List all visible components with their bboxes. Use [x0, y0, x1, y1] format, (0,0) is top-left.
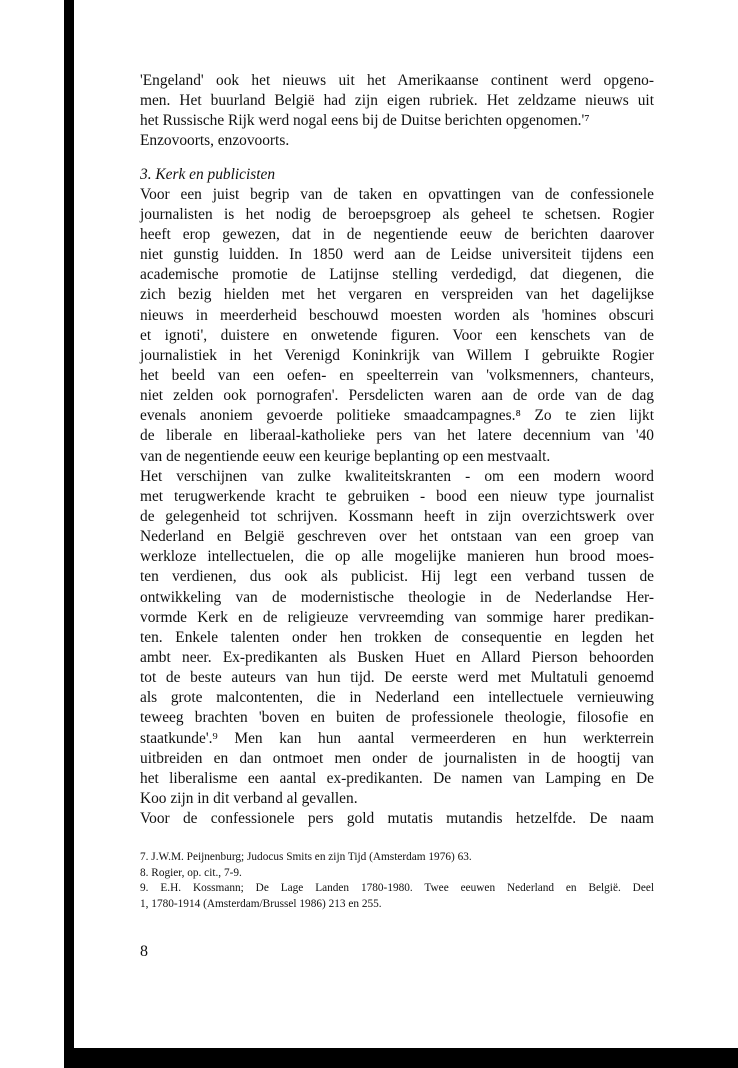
footnote-9: 9. E.H. Kossmann; De Lage Landen 1780-1980. Twee eeuwen Nederland en België. Deel	[140, 882, 654, 894]
text-line: Het verschijnen van zulke kwaliteitskranten - om een modern woord	[140, 467, 654, 485]
text-line: ten. Enkele talenten onder hen trokken de consequentie en legden het	[140, 628, 654, 646]
text-line: ambt neer. Ex-predikanten als Busken Huet en Allard Pierson behoorden	[140, 648, 654, 666]
text-line: tot de beste auteurs van hun tijd. De eerste werd met Multatuli genoemd	[140, 669, 654, 687]
text-line: nieuws in meerderheid beschouwd moesten worden als 'homines obscuri	[140, 306, 654, 324]
text-line: de liberale en liberaal-katholieke pers van het latere decennium van '40	[140, 427, 654, 445]
scan-left-border	[64, 0, 74, 1068]
paragraph-2	[140, 467, 654, 809]
text-line: niet zelden ook pornografen'. Persdelicten waren aan de orde van de dag	[140, 387, 654, 405]
text-line: vormde Kerk en de religieuze vervreemding van sommige harer predikan-	[140, 608, 654, 626]
text-line: het Russische Rijk werd nogal eens bij de Duitse berichten opgenomen.'⁷	[140, 112, 590, 130]
text-line: uitbreiden en dan ontmoet men onder de journalisten in de hoogtij van	[140, 749, 654, 767]
text-line: men. Het buurland België had zijn eigen rubriek. Het zeldzame nieuws uit	[140, 92, 654, 110]
text-line: het liberalisme een aantal ex-predikanten. De namen van Lamping en De	[140, 769, 654, 787]
page-number: 8	[140, 943, 148, 960]
intro-paragraph	[140, 71, 654, 152]
text-line: staatkunde'.⁹ Men kan hun aantal vermeerderen en hun werkterrein	[140, 729, 654, 747]
footnote-7: 7. J.W.M. Peijnenburg; Judocus Smits en zijn Tijd (Amsterdam 1976) 63.	[140, 851, 472, 863]
text-line: van de negentiende eeuw een keurige beplanting op een mestvaalt.	[140, 447, 551, 465]
text-line: Enzovoorts, enzovoorts.	[140, 132, 290, 150]
body-text	[140, 71, 654, 829]
text-line: zich bezig hielden met het vergaren en verspreiden van het dagelijkse	[140, 286, 654, 304]
text-line: ontwikkeling van de modernistische theologie in de Nederlandse Her-	[140, 588, 654, 606]
text-line: ten verdienen, dus ook als publicist. Hij legt een verband tussen de	[140, 568, 654, 586]
text-line: als grote malcontenten, die in Nederland een intellectuele vernieuwing	[140, 689, 654, 707]
text-line: werkloze intellectuelen, die op alle mogelijke manieren hun brood moes-	[140, 548, 654, 566]
footnote-9-continued: 1, 1780-1914 (Amsterdam/Brussel 1986) 213 en 255.	[140, 897, 382, 910]
text-line: evenals anoniem gevoerde politieke smaadcampagnes.⁸ Zo te zien lijkt	[140, 407, 654, 425]
footnotes	[140, 850, 654, 912]
text-line: journalisten is het nodig de beroepsgroep als geheel te schetsen. Rogier	[140, 205, 654, 223]
paragraph-3	[140, 809, 654, 829]
text-line: journalistiek in het Verenigd Koninkrijk van Willem I gebruikte Rogier	[140, 346, 654, 364]
text-line: niet gunstig luidden. In 1850 werd aan de Leidse universiteit tijdens een	[140, 246, 654, 264]
scan-bottom-border	[64, 1048, 738, 1068]
text-line: heeft erop gewezen, dat in de negentiende eeuw de berichten daarover	[140, 225, 654, 243]
text-line: het beeld van een oefen- en speelterrein van 'volksmenners, chanteurs,	[140, 366, 654, 384]
text-line: de gelegenheid tot schrijven. Kossmann heeft in zijn overzichtswerk over	[140, 507, 654, 525]
text-line: teweeg brachten 'boven en buiten de professionele theologie, filosofie en	[140, 709, 654, 727]
text-line: Koo zijn in dit verband al gevallen.	[140, 789, 358, 807]
text-line: met terugwerkende kracht te gebruiken - bood een nieuw type journalist	[140, 487, 654, 505]
text-line: academische promotie de Latijnse stelling verdedigd, dat diegenen, die	[140, 266, 654, 284]
text-line: Voor een juist begrip van de taken en opvattingen van de confessionele	[140, 185, 654, 203]
text-line: Nederland en België geschreven over het ontstaan van een groep van	[140, 528, 654, 546]
footnote-8: 8. Rogier, op. cit., 7-9.	[140, 866, 242, 879]
text-line: 'Engeland' ook het nieuws uit het Amerikaanse continent werd opgeno-	[140, 72, 654, 89]
text-line: Voor de confessionele pers gold mutatis mutandis hetzelfde. De naam	[140, 810, 654, 828]
text-line: et ignoti', duistere en onwetende figuren. Voor een kenschets van de	[140, 326, 654, 344]
paragraph-1	[140, 185, 654, 467]
section-heading: 3. Kerk en publicisten	[140, 165, 276, 183]
